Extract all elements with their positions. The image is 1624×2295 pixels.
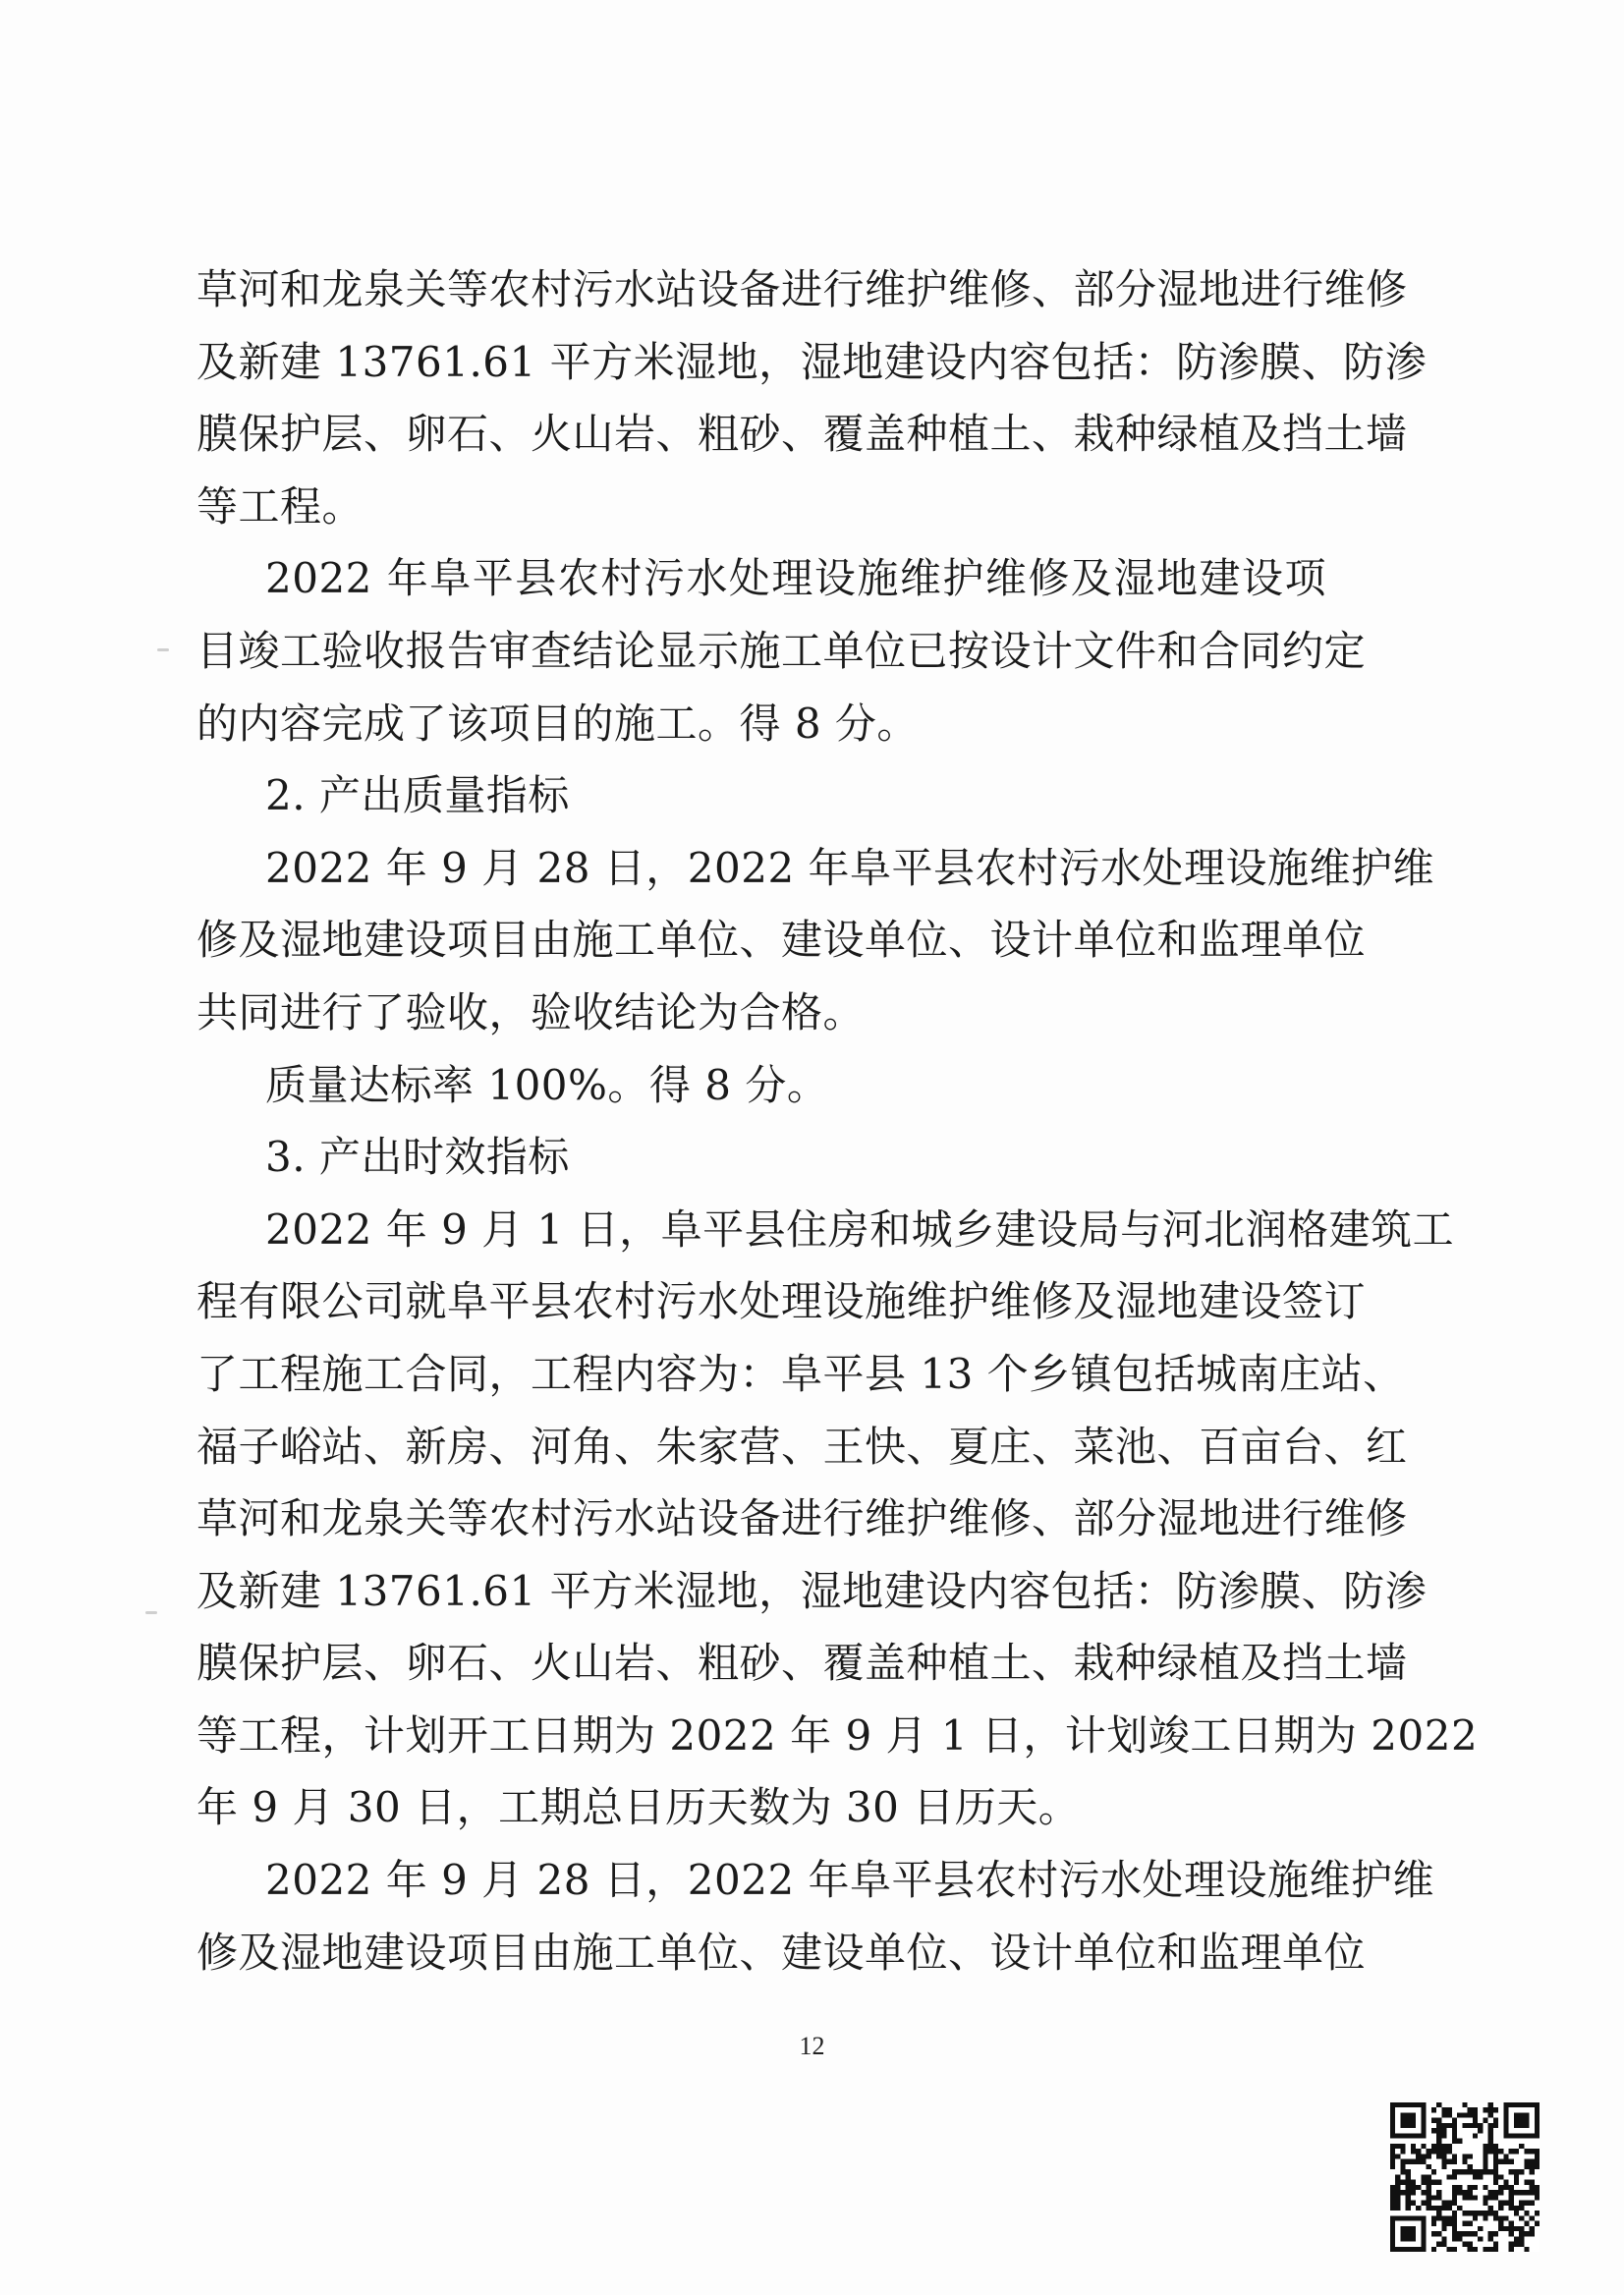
text-line: 年 9 月 30 日，工期总日历天数为 30 日历天。	[196, 1783, 1081, 1832]
text-line: 及新建 13761.61 平方米湿地，湿地建设内容包括：防渗膜、防渗	[196, 1566, 1428, 1615]
text-line: 膜保护层、卵石、火山岩、粗砂、覆盖种植土、栽种绿植及挡土墙	[196, 1639, 1408, 1688]
text-line: 草河和龙泉关等农村污水站设备进行维护维修、部分湿地进行维修	[196, 265, 1408, 313]
qr-code-icon	[1390, 2102, 1540, 2252]
text-line: 共同进行了验收，验收结论为合格。	[196, 987, 866, 1036]
text-line: 及新建 13761.61 平方米湿地，湿地建设内容包括：防渗膜、防渗	[196, 337, 1428, 386]
text-line: 2022 年 9 月 28 日，2022 年阜平县农村污水处理设施维护维	[265, 1856, 1435, 1905]
document-body	[196, 253, 1479, 1988]
text-line: 福子峪站、新房、河角、朱家营、王快、夏庄、菜池、百亩台、红	[196, 1422, 1408, 1471]
text-line: 修及湿地建设项目由施工单位、建设单位、设计单位和监理单位	[196, 916, 1367, 965]
text-line: 程有限公司就阜平县农村污水处理设施维护维修及湿地建设签订	[196, 1277, 1367, 1326]
text-line: 目竣工验收报告审查结论显示施工单位已按设计文件和合同约定	[196, 626, 1367, 675]
section-heading-quality: 2. 产出质量指标	[265, 771, 570, 820]
scan-artifact	[157, 648, 169, 651]
text-line: 了工程施工合同，工程内容为：阜平县 13 个乡镇包括城南庄站、	[196, 1349, 1405, 1398]
section-heading-timeliness: 3. 产出时效指标	[265, 1133, 570, 1182]
text-line: 草河和龙泉关等农村污水站设备进行维护维修、部分湿地进行维修	[196, 1494, 1408, 1543]
text-line: 修及湿地建设项目由施工单位、建设单位、设计单位和监理单位	[196, 1928, 1367, 1977]
text-line: 等工程。	[196, 481, 364, 531]
page-number: 12	[799, 2032, 825, 2060]
text-line: 等工程，计划开工日期为 2022 年 9 月 1 日，计划竣工日期为 2022	[196, 1710, 1479, 1760]
scan-artifact	[145, 1611, 157, 1614]
text-line: 2022 年 9 月 1 日，阜平县住房和城乡建设局与河北润格建筑工	[265, 1204, 1455, 1254]
text-line: 质量达标率 100%。得 8 分。	[265, 1060, 829, 1109]
text-line: 2022 年阜平县农村污水处理设施维护维修及湿地建设项	[265, 554, 1326, 603]
text-line: 膜保护层、卵石、火山岩、粗砂、覆盖种植土、栽种绿植及挡土墙	[196, 410, 1408, 459]
text-line: 的内容完成了该项目的施工。得 8 分。	[196, 699, 919, 748]
text-line: 2022 年 9 月 28 日，2022 年阜平县农村污水处理设施维护维	[265, 843, 1435, 892]
